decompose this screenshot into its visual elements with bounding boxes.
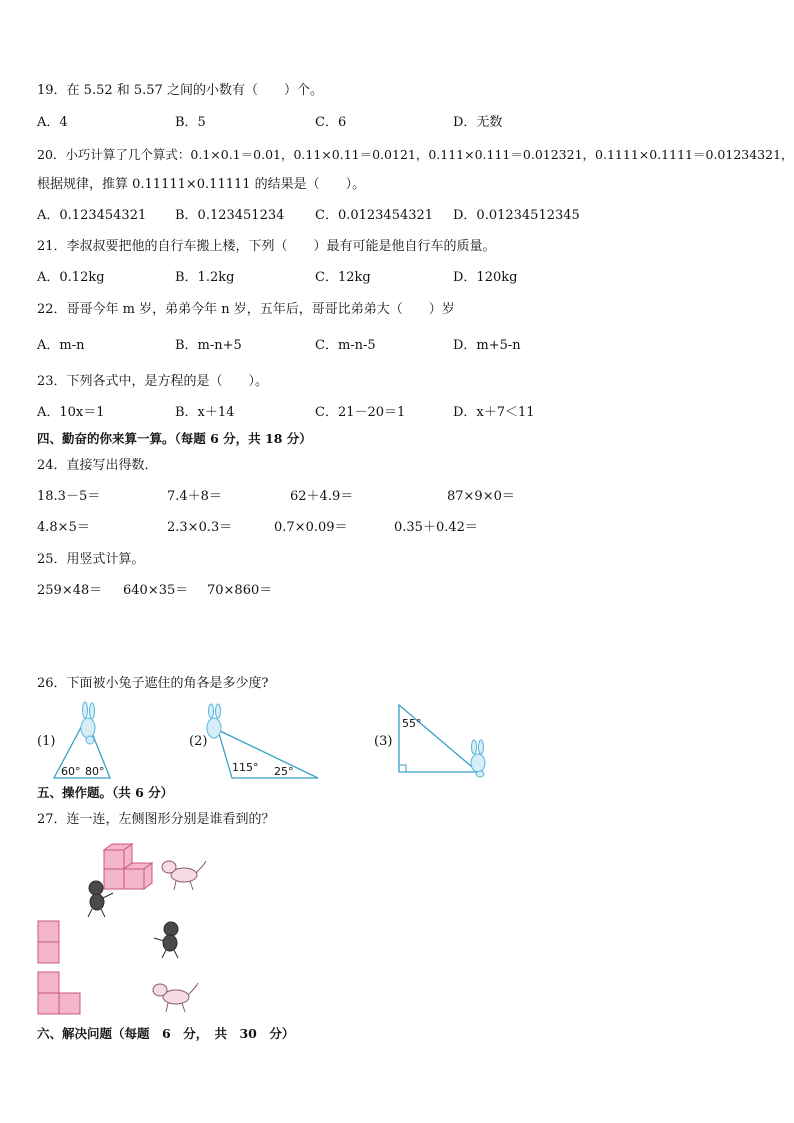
q19-option-c[interactable]: C．6 bbox=[315, 115, 347, 130]
q21-option-b[interactable]: B．1.2kg bbox=[175, 270, 235, 285]
q26-stem: 26．下面被小兔子遮住的角各是多少度? bbox=[37, 676, 269, 691]
q20-stem-line2: 根据规律，推算 0.11111×0.11111 的结果是（ ）。 bbox=[37, 177, 366, 192]
q21-option-c[interactable]: C．12kg bbox=[315, 270, 371, 285]
q20-option-b[interactable]: B．0.123451234 bbox=[175, 208, 285, 223]
q21-option-a[interactable]: A．0.12kg bbox=[37, 270, 105, 285]
q26-fig3-label: (3) bbox=[374, 734, 393, 749]
q26-triangle-1 bbox=[52, 700, 114, 782]
q22-option-c[interactable]: C．m-n-5 bbox=[315, 338, 376, 353]
q26-fig1-angle-left: 60° bbox=[61, 765, 81, 778]
q22-option-b[interactable]: B．m-n+5 bbox=[175, 338, 242, 353]
q22-option-a[interactable]: A．m-n bbox=[37, 338, 85, 353]
q19-option-b[interactable]: B．5 bbox=[175, 115, 206, 130]
q24-item: 87×9×0＝ bbox=[447, 489, 515, 504]
q25-item: 70×860＝ bbox=[207, 583, 273, 598]
q23-option-d[interactable]: D．x＋7＜11 bbox=[453, 405, 535, 420]
q26-fig2-label: (2) bbox=[189, 734, 208, 749]
q23-stem: 23．下列各式中，是方程的是（ ）。 bbox=[37, 374, 269, 389]
q19-option-d[interactable]: D．无数 bbox=[453, 115, 503, 130]
q26-triangle-3 bbox=[396, 703, 492, 781]
q23-option-a[interactable]: A．10x＝1 bbox=[37, 405, 105, 420]
q27-stem: 27．连一连，左侧图形分别是谁看到的？ bbox=[37, 812, 275, 827]
q24-item: 0.7×0.09＝ bbox=[274, 520, 348, 535]
q24-item: 2.3×0.3＝ bbox=[167, 520, 233, 535]
q26-triangle-2 bbox=[200, 702, 322, 782]
q26-fig2-angle-a: 115° bbox=[232, 761, 259, 774]
rabbit-icon bbox=[81, 702, 95, 744]
q25-item: 259×48＝ bbox=[37, 583, 103, 598]
q24-item: 18.3－5＝ bbox=[37, 489, 101, 504]
rabbit-icon bbox=[207, 704, 221, 738]
q19-stem: 19．在 5.52 和 5.57 之间的小数有（ ）个。 bbox=[37, 83, 323, 98]
q24-item: 4.8×5＝ bbox=[37, 520, 90, 535]
q23-option-c[interactable]: C．21－20＝1 bbox=[315, 405, 406, 420]
q20-stem-line1: 20．小巧计算了几个算式：0.1×0.1＝0.01，0.11×0.11＝0.0121，0.111×0.111＝0.012321，0.1111×0.1111＝0.01234321， bbox=[37, 147, 794, 162]
q23-option-b[interactable]: B．x＋14 bbox=[175, 405, 235, 420]
dark-figure-icon bbox=[80, 879, 116, 919]
q26-fig2-angle-b: 25° bbox=[274, 765, 294, 778]
q21-option-d[interactable]: D．120kg bbox=[453, 270, 518, 285]
q22-stem: 22．哥哥今年 m 岁，弟弟今年 n 岁，五年后，哥哥比弟弟大（ ）岁 bbox=[37, 302, 455, 317]
q19-option-a[interactable]: A．4 bbox=[37, 115, 68, 130]
dog-icon[interactable] bbox=[150, 977, 202, 1015]
view-l-shape-squares[interactable] bbox=[37, 971, 83, 1015]
section-5-heading: 五、操作题。（共 6 分） bbox=[37, 785, 174, 800]
dog-icon bbox=[160, 855, 210, 893]
q24-item: 62＋4.9＝ bbox=[290, 489, 354, 504]
q25-item: 640×35＝ bbox=[123, 583, 189, 598]
q26-fig3-angle-top: 55° bbox=[402, 717, 422, 730]
q20-option-a[interactable]: A．0.123454321 bbox=[37, 208, 147, 223]
q20-option-d[interactable]: D．0.01234512345 bbox=[453, 208, 580, 223]
section-4-heading: 四、勤奋的你来算一算。（每题 6 分，共 18 分） bbox=[37, 431, 312, 446]
dark-figure-icon[interactable] bbox=[152, 920, 188, 960]
section-6-heading: 六、解决问题（每题 6 分， 共 30 分） bbox=[37, 1026, 295, 1041]
q21-stem: 21．李叔叔要把他的自行车搬上楼，下列（ ）最有可能是他自行车的质量。 bbox=[37, 239, 496, 254]
q24-item: 0.35＋0.42＝ bbox=[394, 520, 478, 535]
q20-option-c[interactable]: C．0.0123454321 bbox=[315, 208, 434, 223]
q26-fig1-angle-right: 80° bbox=[85, 765, 105, 778]
q25-stem: 25．用竖式计算。 bbox=[37, 552, 145, 567]
q26-fig1-label: (1) bbox=[37, 734, 56, 749]
q24-item: 7.4＋8＝ bbox=[167, 489, 222, 504]
q24-stem: 24．直接写出得数． bbox=[37, 458, 158, 473]
q22-option-d[interactable]: D．m+5-n bbox=[453, 338, 521, 353]
view-two-stacked-squares[interactable] bbox=[37, 920, 61, 964]
